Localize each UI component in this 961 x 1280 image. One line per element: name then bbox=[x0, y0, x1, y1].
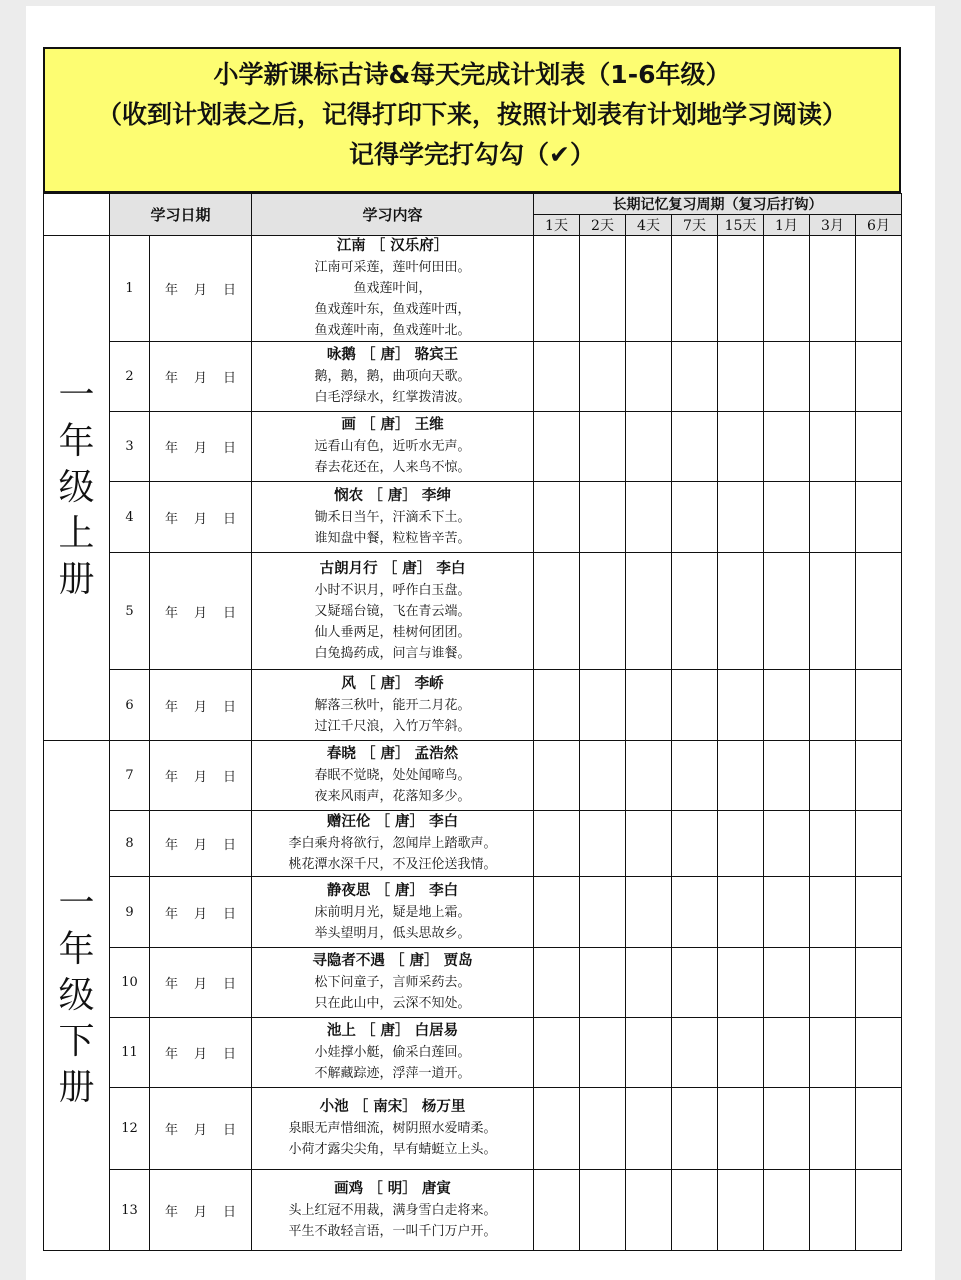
poem-title: 小池 ［ 南宋］ 杨万里 bbox=[319, 1099, 466, 1115]
review-checkbox-cell[interactable] bbox=[580, 482, 626, 553]
poem-row bbox=[44, 670, 902, 741]
date-fill-cell[interactable] bbox=[150, 1018, 252, 1088]
review-checkbox-cell[interactable] bbox=[672, 1088, 718, 1170]
date-part-label: 月 bbox=[193, 770, 207, 785]
poem-content bbox=[252, 412, 534, 482]
page-title: 小学新课标古诗&每天完成计划表（1-6年级） bbox=[213, 60, 731, 89]
poem-line: 鹅，鹅，鹅，曲项向天歌。 bbox=[314, 369, 471, 384]
poem-line: 解落三秋叶，能开二月花。 bbox=[314, 697, 471, 713]
poem-title: 风 ［ 唐］ 李峤 bbox=[341, 675, 444, 692]
date-part-label: 月 bbox=[193, 1204, 207, 1220]
date-fill-cell[interactable] bbox=[150, 670, 252, 741]
review-checkbox-cell[interactable] bbox=[810, 811, 856, 877]
poem-row bbox=[44, 1170, 902, 1251]
date-fill-cell[interactable] bbox=[150, 412, 252, 482]
review-checkbox-cell[interactable] bbox=[718, 482, 764, 553]
date-part-label: 日 bbox=[223, 1047, 237, 1062]
review-checkbox-cell[interactable] bbox=[626, 412, 672, 482]
date-part-label: 年 bbox=[164, 441, 178, 456]
review-checkbox-cell[interactable] bbox=[856, 948, 902, 1018]
review-checkbox-cell[interactable] bbox=[672, 1018, 718, 1088]
poem-row bbox=[44, 811, 902, 877]
review-checkbox-cell[interactable] bbox=[672, 741, 718, 811]
poem-title: 江南 ［ 汉乐府］ bbox=[336, 238, 449, 254]
review-period-header: 4天 bbox=[626, 215, 672, 236]
review-checkbox-cell[interactable] bbox=[856, 482, 902, 553]
date-fill-cell[interactable] bbox=[150, 342, 252, 412]
date-fill-cell[interactable] bbox=[150, 1088, 252, 1170]
poem-line: 锄禾日当午，汗滴禾下土。 bbox=[314, 509, 471, 525]
poem-content bbox=[252, 236, 534, 342]
poem-row bbox=[44, 1088, 902, 1170]
review-checkbox-cell[interactable] bbox=[672, 811, 718, 877]
row-number: 3 bbox=[110, 412, 150, 482]
review-checkbox-cell[interactable] bbox=[626, 948, 672, 1018]
date-part-label: 年 bbox=[164, 1204, 178, 1220]
review-checkbox-cell[interactable] bbox=[764, 236, 810, 342]
date-part-label: 年 bbox=[164, 1123, 178, 1138]
review-checkbox-cell[interactable] bbox=[718, 412, 764, 482]
check-instruction: 记得学完打勾勾（✔） bbox=[349, 140, 595, 169]
review-checkbox-cell[interactable] bbox=[810, 948, 856, 1018]
review-checkbox-cell[interactable] bbox=[718, 1018, 764, 1088]
review-checkbox-cell[interactable] bbox=[810, 741, 856, 811]
review-checkbox-cell[interactable] bbox=[672, 482, 718, 553]
date-fill-cell[interactable] bbox=[150, 553, 252, 670]
date-part-label: 月 bbox=[193, 283, 207, 298]
review-checkbox-cell[interactable] bbox=[856, 1170, 902, 1251]
poem-row bbox=[44, 741, 902, 811]
date-part-label: 日 bbox=[223, 977, 237, 992]
review-checkbox-cell[interactable] bbox=[718, 1170, 764, 1251]
review-checkbox-cell[interactable] bbox=[856, 1088, 902, 1170]
poem-line: 春去花还在，人来鸟不惊。 bbox=[314, 460, 471, 475]
title-banner bbox=[43, 47, 901, 193]
review-checkbox-cell[interactable] bbox=[810, 553, 856, 670]
poem-line: 床前明月光，疑是地上霜。 bbox=[314, 904, 471, 920]
date-fill-cell[interactable] bbox=[150, 948, 252, 1018]
date-fill-cell[interactable] bbox=[150, 811, 252, 877]
review-checkbox-cell[interactable] bbox=[718, 1088, 764, 1170]
date-part-label: 年 bbox=[164, 511, 178, 527]
review-checkbox-cell[interactable] bbox=[764, 342, 810, 412]
poem-line: 小娃撑小艇，偷采白莲回。 bbox=[314, 1045, 471, 1060]
review-checkbox-cell[interactable] bbox=[856, 741, 902, 811]
date-part-label: 月 bbox=[193, 906, 207, 922]
date-part-label: 日 bbox=[223, 838, 237, 853]
date-part-label: 日 bbox=[223, 371, 237, 386]
review-checkbox-cell[interactable] bbox=[764, 1018, 810, 1088]
review-checkbox-cell[interactable] bbox=[764, 670, 810, 741]
review-checkbox-cell[interactable] bbox=[810, 877, 856, 948]
review-checkbox-cell[interactable] bbox=[856, 553, 902, 670]
poem-title: 画 ［ 唐］ 王维 bbox=[341, 417, 444, 433]
row-number: 7 bbox=[110, 741, 150, 811]
review-checkbox-cell[interactable] bbox=[718, 342, 764, 412]
date-part-label: 月 bbox=[193, 1047, 207, 1062]
poem-line: 桃花潭水深千尺，不及汪伦送我情。 bbox=[288, 857, 497, 872]
date-part-label: 年 bbox=[164, 283, 178, 298]
date-part-label: 年 bbox=[164, 838, 178, 853]
poem-title: 静夜思 ［ 唐］ 李白 bbox=[326, 882, 459, 899]
poem-line: 江南可采莲，莲叶何田田。 bbox=[314, 260, 471, 275]
review-period-header: 3月 bbox=[810, 215, 856, 236]
review-checkbox-cell[interactable] bbox=[534, 342, 580, 412]
date-part-label: 日 bbox=[223, 770, 237, 785]
poem-row bbox=[44, 482, 902, 553]
review-checkbox-cell[interactable] bbox=[534, 741, 580, 811]
review-checkbox-cell[interactable] bbox=[856, 877, 902, 948]
date-part-label: 日 bbox=[223, 441, 237, 456]
poem-line: 松下问童子，言师采药去。 bbox=[314, 975, 471, 990]
poem-content bbox=[252, 877, 534, 948]
date-part-label: 月 bbox=[193, 838, 207, 853]
poem-row bbox=[44, 948, 902, 1018]
poem-content bbox=[252, 553, 534, 670]
date-part-label: 年 bbox=[164, 1047, 178, 1062]
date-header: 学习日期 bbox=[110, 194, 252, 236]
review-checkbox-cell[interactable] bbox=[856, 811, 902, 877]
date-part-label: 月 bbox=[193, 977, 207, 992]
poem-title: 古朗月行 ［ 唐］ 李白 bbox=[319, 560, 466, 577]
poem-title: 赠汪伦 ［ 唐］ 李白 bbox=[326, 814, 459, 830]
review-checkbox-cell[interactable] bbox=[764, 553, 810, 670]
review-checkbox-cell[interactable] bbox=[764, 482, 810, 553]
poem-row bbox=[44, 342, 902, 412]
poem-title: 池上 ［ 唐］ 白居易 bbox=[326, 1023, 459, 1039]
date-part-label: 月 bbox=[193, 511, 207, 527]
review-checkbox-cell[interactable] bbox=[534, 482, 580, 553]
review-checkbox-cell[interactable] bbox=[718, 877, 764, 948]
poem-line: 远看山有色，近听水无声。 bbox=[314, 439, 471, 454]
poem-line: 泉眼无声惜细流，树阴照水爱晴柔。 bbox=[288, 1121, 497, 1136]
review-checkbox-cell[interactable] bbox=[580, 342, 626, 412]
poem-line: 仙人垂两足，桂树何团团。 bbox=[314, 624, 471, 640]
review-checkbox-cell[interactable] bbox=[626, 741, 672, 811]
row-number: 12 bbox=[110, 1088, 150, 1170]
review-checkbox-cell[interactable] bbox=[534, 236, 580, 342]
review-checkbox-cell[interactable] bbox=[580, 412, 626, 482]
poem-line: 小时不识月，呼作白玉盘。 bbox=[314, 582, 471, 598]
poem-row bbox=[44, 412, 902, 482]
poem-content bbox=[252, 1088, 534, 1170]
review-checkbox-cell[interactable] bbox=[580, 670, 626, 741]
review-checkbox-cell[interactable] bbox=[672, 342, 718, 412]
date-part-label: 日 bbox=[223, 906, 237, 922]
row-number: 4 bbox=[110, 482, 150, 553]
poem-line: 不解藏踪迹，浮萍一道开。 bbox=[314, 1066, 471, 1081]
review-checkbox-cell[interactable] bbox=[580, 948, 626, 1018]
term-label-cell bbox=[44, 236, 110, 741]
row-number: 11 bbox=[110, 1018, 150, 1088]
review-checkbox-cell[interactable] bbox=[810, 342, 856, 412]
date-part-label: 月 bbox=[193, 699, 207, 715]
review-checkbox-cell[interactable] bbox=[626, 236, 672, 342]
date-part-label: 年 bbox=[164, 977, 178, 992]
review-checkbox-cell[interactable] bbox=[718, 948, 764, 1018]
review-checkbox-cell[interactable] bbox=[626, 342, 672, 412]
poem-title: 画鸡 ［ 明］ 唐寅 bbox=[334, 1180, 451, 1197]
row-number: 13 bbox=[110, 1170, 150, 1251]
poem-line: 谁知盘中餐，粒粒皆辛苦。 bbox=[314, 530, 471, 546]
row-number: 8 bbox=[110, 811, 150, 877]
review-checkbox-cell[interactable] bbox=[810, 1170, 856, 1251]
row-number: 10 bbox=[110, 948, 150, 1018]
review-checkbox-cell[interactable] bbox=[764, 811, 810, 877]
review-checkbox-cell[interactable] bbox=[534, 877, 580, 948]
review-checkbox-cell[interactable] bbox=[764, 1170, 810, 1251]
row-number: 2 bbox=[110, 342, 150, 412]
review-checkbox-cell[interactable] bbox=[764, 412, 810, 482]
review-checkbox-cell[interactable] bbox=[810, 1018, 856, 1088]
page-subtitle: （收到计划表之后，记得打印下来，按照计划表有计划地学习阅读） bbox=[96, 100, 847, 129]
date-part-label: 日 bbox=[223, 283, 237, 298]
poem-row bbox=[44, 236, 902, 342]
poem-line: 白兔捣药成，问言与谁餐。 bbox=[314, 645, 471, 661]
poem-content bbox=[252, 811, 534, 877]
review-checkbox-cell[interactable] bbox=[856, 412, 902, 482]
review-checkbox-cell[interactable] bbox=[626, 1170, 672, 1251]
poem-line: 鱼戏莲叶东，鱼戏莲叶西， bbox=[314, 302, 471, 317]
review-checkbox-cell[interactable] bbox=[672, 670, 718, 741]
review-period-header: 1天 bbox=[534, 215, 580, 236]
review-checkbox-cell[interactable] bbox=[856, 1018, 902, 1088]
review-checkbox-cell[interactable] bbox=[672, 412, 718, 482]
poem-line: 只在此山中，云深不知处。 bbox=[314, 996, 471, 1011]
review-checkbox-cell[interactable] bbox=[856, 342, 902, 412]
date-part-label: 月 bbox=[193, 371, 207, 386]
date-part-label: 年 bbox=[164, 605, 178, 621]
review-checkbox-cell[interactable] bbox=[764, 948, 810, 1018]
review-checkbox-cell[interactable] bbox=[672, 877, 718, 948]
review-checkbox-cell[interactable] bbox=[672, 236, 718, 342]
term-label: 一年级下册 bbox=[58, 882, 95, 1108]
review-checkbox-cell[interactable] bbox=[534, 948, 580, 1018]
poem-content bbox=[252, 482, 534, 553]
review-checkbox-cell[interactable] bbox=[534, 412, 580, 482]
poem-content bbox=[252, 342, 534, 412]
review-checkbox-cell[interactable] bbox=[534, 811, 580, 877]
poem-line: 白毛浮绿水，红掌拨清波。 bbox=[314, 390, 471, 405]
term-label: 一年级上册 bbox=[58, 375, 95, 600]
date-part-label: 年 bbox=[164, 699, 178, 715]
review-checkbox-cell[interactable] bbox=[718, 553, 764, 670]
poem-line: 鱼戏莲叶间， bbox=[353, 281, 432, 296]
plan-table bbox=[43, 193, 902, 1251]
poem-row bbox=[44, 877, 902, 948]
review-checkbox-cell[interactable] bbox=[810, 412, 856, 482]
date-fill-cell[interactable] bbox=[150, 877, 252, 948]
review-checkbox-cell[interactable] bbox=[580, 1088, 626, 1170]
date-part-label: 日 bbox=[223, 605, 237, 621]
date-part-label: 日 bbox=[223, 1204, 237, 1220]
review-checkbox-cell[interactable] bbox=[856, 670, 902, 741]
row-number: 6 bbox=[110, 670, 150, 741]
review-checkbox-cell[interactable] bbox=[626, 553, 672, 670]
review-checkbox-cell[interactable] bbox=[580, 236, 626, 342]
review-checkbox-cell[interactable] bbox=[580, 877, 626, 948]
poem-content bbox=[252, 1018, 534, 1088]
date-part-label: 日 bbox=[223, 511, 237, 527]
date-fill-cell[interactable] bbox=[150, 1170, 252, 1251]
review-period-header: 6月 bbox=[856, 215, 902, 236]
date-part-label: 年 bbox=[164, 906, 178, 922]
review-checkbox-cell[interactable] bbox=[580, 741, 626, 811]
review-checkbox-cell[interactable] bbox=[626, 482, 672, 553]
poem-line: 小荷才露尖尖角，早有蜻蜓立上头。 bbox=[288, 1142, 497, 1157]
term-label-cell bbox=[44, 741, 110, 1251]
date-part-label: 月 bbox=[193, 441, 207, 456]
review-checkbox-cell[interactable] bbox=[534, 1170, 580, 1251]
poem-title: 寻隐者不遇 ［ 唐］ 贾岛 bbox=[312, 953, 473, 969]
review-header: 长期记忆复习周期（复习后打钩） bbox=[534, 194, 902, 215]
review-checkbox-cell[interactable] bbox=[534, 553, 580, 670]
date-part-label: 日 bbox=[223, 699, 237, 715]
poem-line: 夜来风雨声，花落知多少。 bbox=[314, 789, 471, 804]
review-checkbox-cell[interactable] bbox=[810, 670, 856, 741]
poem-title: 咏鹅 ［ 唐］ 骆宾王 bbox=[326, 347, 459, 363]
poem-row bbox=[44, 553, 902, 670]
review-checkbox-cell[interactable] bbox=[764, 877, 810, 948]
date-part-label: 月 bbox=[193, 1123, 207, 1138]
review-period-header: 15天 bbox=[718, 215, 764, 236]
date-fill-cell[interactable] bbox=[150, 236, 252, 342]
review-checkbox-cell[interactable] bbox=[534, 1018, 580, 1088]
review-checkbox-cell[interactable] bbox=[810, 236, 856, 342]
poem-content bbox=[252, 1170, 534, 1251]
review-checkbox-cell[interactable] bbox=[580, 1018, 626, 1088]
date-part-label: 月 bbox=[193, 605, 207, 621]
poem-line: 鱼戏莲叶南，鱼戏莲叶北。 bbox=[314, 323, 471, 338]
content-header: 学习内容 bbox=[252, 194, 534, 236]
review-checkbox-cell[interactable] bbox=[580, 1170, 626, 1251]
poem-line: 春眠不觉晓，处处闻啼鸟。 bbox=[314, 768, 471, 783]
poem-line: 头上红冠不用裁，满身雪白走将来。 bbox=[288, 1202, 497, 1218]
review-checkbox-cell[interactable] bbox=[626, 670, 672, 741]
row-number: 9 bbox=[110, 877, 150, 948]
review-checkbox-cell[interactable] bbox=[626, 877, 672, 948]
review-checkbox-cell[interactable] bbox=[580, 553, 626, 670]
date-fill-cell[interactable] bbox=[150, 482, 252, 553]
review-checkbox-cell[interactable] bbox=[626, 1018, 672, 1088]
review-checkbox-cell[interactable] bbox=[672, 553, 718, 670]
poem-line: 平生不敢轻言语，一叫千门万户开。 bbox=[288, 1223, 497, 1239]
review-checkbox-cell[interactable] bbox=[626, 811, 672, 877]
review-checkbox-cell[interactable] bbox=[764, 1088, 810, 1170]
poem-content bbox=[252, 741, 534, 811]
poem-line: 又疑瑶台镜，飞在青云端。 bbox=[314, 603, 471, 619]
poem-row bbox=[44, 1018, 902, 1088]
review-checkbox-cell[interactable] bbox=[718, 741, 764, 811]
row-number: 1 bbox=[110, 236, 150, 342]
review-checkbox-cell[interactable] bbox=[718, 670, 764, 741]
review-checkbox-cell[interactable] bbox=[764, 741, 810, 811]
review-checkbox-cell[interactable] bbox=[856, 236, 902, 342]
date-fill-cell[interactable] bbox=[150, 741, 252, 811]
term-header-cell bbox=[44, 194, 110, 236]
review-checkbox-cell[interactable] bbox=[580, 811, 626, 877]
poem-line: 李白乘舟将欲行，忽闻岸上踏歌声。 bbox=[288, 836, 497, 851]
review-checkbox-cell[interactable] bbox=[534, 670, 580, 741]
review-checkbox-cell[interactable] bbox=[810, 1088, 856, 1170]
poem-content bbox=[252, 670, 534, 741]
review-checkbox-cell[interactable] bbox=[718, 811, 764, 877]
poem-content bbox=[252, 948, 534, 1018]
review-checkbox-cell[interactable] bbox=[534, 1088, 580, 1170]
date-part-label: 年 bbox=[164, 371, 178, 386]
review-checkbox-cell[interactable] bbox=[672, 1170, 718, 1251]
poem-line: 过江千尺浪，入竹万竿斜。 bbox=[314, 718, 471, 734]
poem-title: 春晓 ［ 唐］ 孟浩然 bbox=[326, 746, 459, 762]
review-checkbox-cell[interactable] bbox=[672, 948, 718, 1018]
review-period-header: 2天 bbox=[580, 215, 626, 236]
poem-title: 悯农 ［ 唐］ 李绅 bbox=[334, 487, 451, 504]
review-checkbox-cell[interactable] bbox=[810, 482, 856, 553]
date-part-label: 年 bbox=[164, 770, 178, 785]
review-period-header: 1月 bbox=[764, 215, 810, 236]
review-checkbox-cell[interactable] bbox=[626, 1088, 672, 1170]
review-checkbox-cell[interactable] bbox=[718, 236, 764, 342]
poem-line: 举头望明月，低头思故乡。 bbox=[314, 925, 471, 941]
date-part-label: 日 bbox=[223, 1123, 237, 1138]
row-number: 5 bbox=[110, 553, 150, 670]
review-period-header: 7天 bbox=[672, 215, 718, 236]
